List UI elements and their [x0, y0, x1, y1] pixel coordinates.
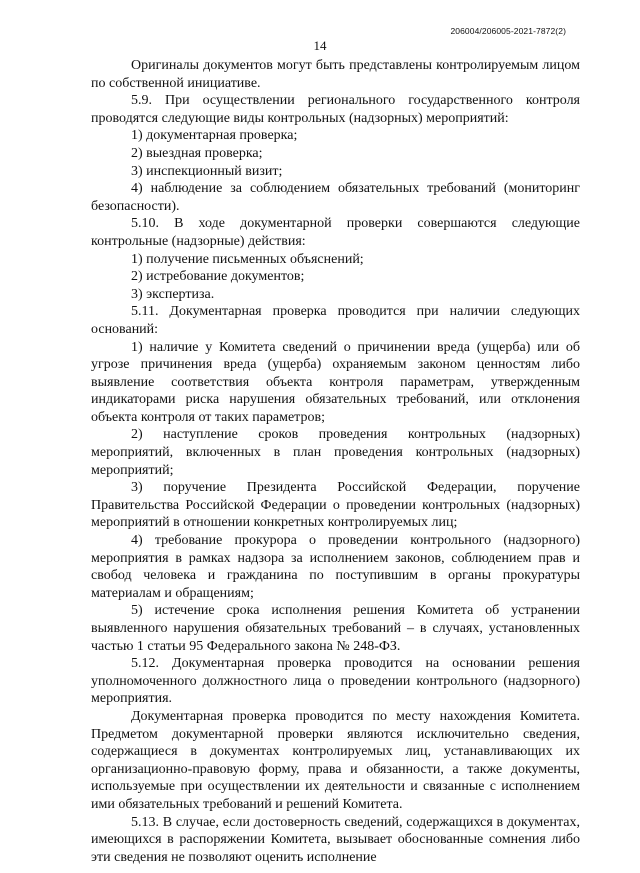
paragraph-5-9: 5.9. При осуществлении регионального государственного контроля проводятся следующие виды контрольных (надзорных) мероприятий:	[91, 93, 580, 126]
list-item: 3) инспекционный визит;	[131, 163, 283, 179]
page-number: 14	[313, 38, 327, 53]
paragraph-originals: Оригиналы документов могут быть представлены контролируемым лицом по собственной инициативе.	[91, 58, 580, 91]
list-item: 5) истечение срока исполнения решения Комитета об устранении выявленного нарушения обязательных требований – в случаях, установленных частью 1 статьи 95 Федерального закона № 248-ФЗ.	[91, 603, 580, 654]
list-item: 3) поручение Президента Российской Федерации, поручение Правительства Российской Федерации о проведении контрольных (надзорных) мероприятий в отношении конкретных контролируемых лиц;	[91, 480, 580, 531]
paragraph-5-13: 5.13. В случае, если достоверность сведений, содержащихся в документах, имеющихся в распоряжении Комитета, вызывает обоснованные сомнения либо эти сведения не позволяют оценить исполнение	[91, 814, 580, 865]
list-item: 2) наступление сроков проведения контрольных (надзорных) мероприятий, включенных в план проведения контрольных (надзорных) мероприятий;	[91, 427, 580, 478]
paragraph-5-11: 5.11. Документарная проверка проводится при наличии следующих оснований:	[91, 304, 580, 337]
list-item: 1) наличие у Комитета сведений о причинении вреда (ущерба) или об угрозе причинения вреда (ущерба) охраняемым законом ценностям либо выявление соответствия объекта контроля параметрам, утвержденным индикаторами риска нарушения обязательных требований, или отклонения объекта контроля от таких параметров;	[91, 339, 580, 425]
list-item: 3) экспертиза.	[131, 286, 215, 302]
document-body	[91, 57, 580, 866]
list-item: 2) истребование документов;	[131, 269, 305, 285]
paragraph-5-10: 5.10. В ходе документарной проверки совершаются следующие контрольные (надзорные) действия:	[91, 216, 580, 249]
list-item: 1) документарная проверка;	[131, 128, 298, 144]
list-item: 4) наблюдение за соблюдением обязательных требований (мониторинг безопасности).	[91, 181, 580, 214]
list-item: 2) выездная проверка;	[131, 145, 263, 161]
paragraph-location: Документарная проверка проводится по месту нахождения Комитета. Предметом документарной проверки являются исключительно сведения, содержащиеся в документах контролируемых лиц, устанавливающих их организационно-правовую форму, права и обязанности, а также документы, используемые при осуществлении их деятельности и связанные с исполнением ими обязательных требований и решений Комитета.	[91, 708, 580, 812]
list-item: 4) требование прокурора о проведении контрольного (надзорного) мероприятия в рамках надзора за исполнением законов, соблюдением прав и свобод человека и гражданина по поступившим в органы прокуратуры материалам и обращениям;	[91, 533, 580, 601]
paragraph-5-12: 5.12. Документарная проверка проводится на основании решения уполномоченного должностного лица о проведении контрольного (надзорного) мероприятия.	[91, 656, 580, 707]
list-item: 1) получение письменных объяснений;	[131, 251, 364, 267]
document-code: 206004/206005-2021-7872(2)	[450, 26, 566, 36]
